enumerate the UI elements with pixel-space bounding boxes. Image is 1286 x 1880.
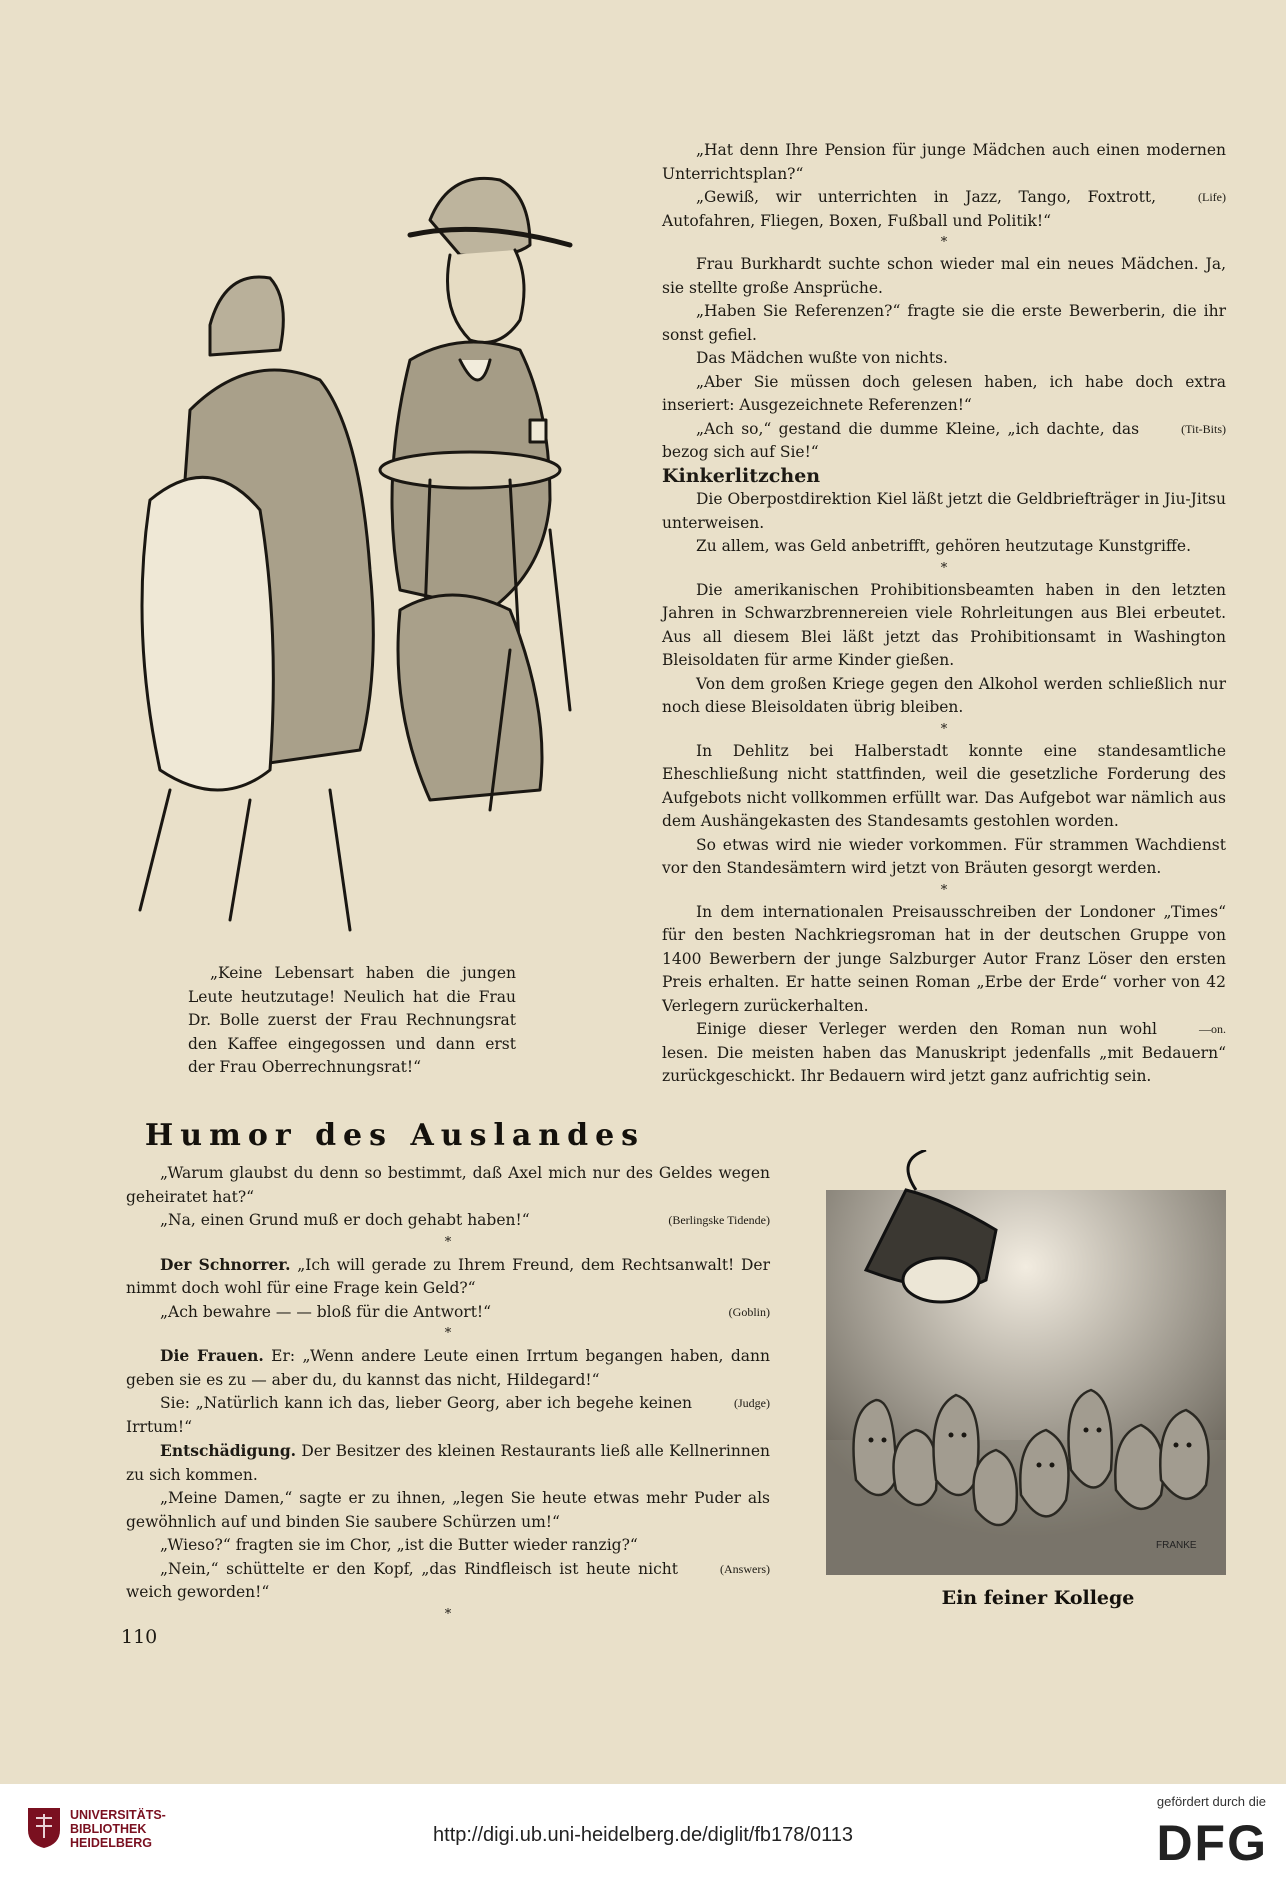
source-label: (Judge) <box>734 1396 770 1410</box>
source-label: (Berlingske Tidende) <box>668 1213 770 1227</box>
source-label: (Life) <box>1198 190 1226 204</box>
page-number: 110 <box>121 1626 158 1648</box>
joke3-line: (Judge) Sie: „Natürlich kann ich das, lieber Georg, aber ich begehe keinen Irrtum!“ <box>126 1394 770 1436</box>
footer-bar <box>0 1784 1286 1880</box>
dialogue2-line: Das Mädchen wußte von nichts. <box>696 349 948 367</box>
dialogue1-line: (Life) „Gewiß, wir unterrichten in Jazz, Tango, Foxtrott, Autofahren, Fliegen, Boxen, Fußball und Politik!“ <box>662 188 1226 230</box>
joke1-line: „Warum glaubst du denn so bestimmt, daß Axel mich nur des Geldes wegen geheiratet hat?“ <box>126 1164 770 1206</box>
separator: * <box>940 560 948 576</box>
illustration-caption: „Keine Lebensart haben die jungen Leute heutzutage! Neulich hat die Frau Dr. Bolle zuerst der Frau Rechnungsrat den Kaffee eingegossen und dann erst der Frau Oberrechnungsrat!“ <box>188 964 516 1076</box>
dialogue2-line: „Haben Sie Referenzen?“ fragte sie die erste Bewerberin, die ihr sonst gefiel. <box>662 302 1226 344</box>
kink2-line: Die amerikanischen Prohibitionsbeamten haben in den letzten Jahren in Schwarzbrennereien viele Rohrleitungen aus Blei erbeutet. Aus all diesem Blei läßt jetzt das Prohibitionsamt in Washington Bleisoldaten für arme Kinder gießen. <box>662 580 1226 669</box>
illustration-signature: FRANKE <box>1156 1540 1197 1551</box>
separator: * <box>444 1606 452 1622</box>
kink3-line: In Dehlitz bei Halberstadt konnte eine standesamtliche Eheschließung nicht stattfinden, weil die gesetzliche Forderung des Aufgebots nicht vollkommen erfüllt war. Das Aufgebot war nämlich aus dem Aushängekasten des Standesamts gestohlen worden. <box>662 741 1226 830</box>
cafe-women-illustration <box>130 150 650 950</box>
permalink-url[interactable]: http://digi.ub.uni-heidelberg.de/diglit/fb178/0113 <box>433 1824 853 1846</box>
right-column <box>662 139 1226 1089</box>
kink4-line: —on. Einige dieser Verleger werden den Roman nun wohl lesen. Die meisten haben das Manuskript jedenfalls „mit Bedauern“ zurückgeschickt. Ihr Bedauern wird jetzt ganz aufrichtig sein. <box>662 1020 1226 1085</box>
joke2-line: (Goblin) „Ach bewahre — — bloß für die Antwort!“ <box>126 1301 770 1325</box>
separator: * <box>940 721 948 737</box>
separator: * <box>444 1326 452 1341</box>
illustration-caption-2: Ein feiner Kollege <box>941 1587 1135 1609</box>
separator: * <box>940 235 948 250</box>
section-title: Kinkerlitzchen <box>662 464 821 487</box>
dialogue2-line: (Tit-Bits) „Ach so,“ gestand die dumme Kleine, „ich dachte, das bezog sich auf Sie!“ <box>662 419 1226 461</box>
kink1-line: Zu allem, was Geld anbetrifft, gehören heutzutage Kunstgriffe. <box>696 537 1192 555</box>
joke2-line: Der Schnorrer. „Ich will gerade zu Ihrem Freund, dem Rechtsanwalt! Der nimmt doch wohl für eine Frage kein Geld?“ <box>126 1254 770 1297</box>
joke4-line: Entschädigung. Der Besitzer des kleinen Restaurants ließ alle Kellnerinnen zu sich kommen. <box>126 1441 770 1484</box>
humor-column <box>126 1162 770 1625</box>
separator: * <box>444 1234 452 1250</box>
dialogue2-line: „Aber Sie müssen doch gelesen haben, ich habe doch extra inseriert: Ausgezeichnete Referenzen!“ <box>662 372 1226 414</box>
library-name: UNIVERSITÄTS- BIBLIOTHEK HEIDELBERG <box>70 1808 166 1850</box>
lamp-pears-illustration <box>826 1150 1226 1575</box>
kink3-line: So etwas wird nie wieder vorkommen. Für strammen Wachdienst vor den Standesämtern wird jetzt von Bräuten gesorgt werden. <box>662 835 1226 877</box>
separator: * <box>940 882 948 898</box>
source-label: (Goblin) <box>728 1304 770 1319</box>
dialogue2-line: Frau Burkhardt suchte schon wieder mal ein neues Mädchen. Ja, sie stellte große Ansprüche. <box>662 255 1226 297</box>
dialogue1-line: „Hat denn Ihre Pension für junge Mädchen auch einen modernen Unterrichtsplan?“ <box>662 141 1226 183</box>
source-label: (Answers) <box>720 1561 770 1576</box>
joke3-line: Die Frauen. Er: „Wenn andere Leute einen Irrtum begangen haben, dann geben sie es zu — aber du, du kannst das nicht, Hildegard!“ <box>126 1346 770 1389</box>
joke4-line: „Meine Damen,“ sagte er zu ihnen, „legen Sie heute etwas mehr Puder als gewöhnlich auf und binden Sie saubere Schürzen um!“ <box>126 1489 770 1531</box>
source-label: (Tit-Bits) <box>1181 421 1226 436</box>
joke4-line: „Wieso?“ fragten sie im Chor, „ist die Butter wieder ranzig?“ <box>160 1536 638 1554</box>
joke4-line: (Answers) „Nein,“ schüttelte er den Kopf, „das Rindfleisch ist heute nicht weich geworden!“ <box>126 1559 770 1601</box>
kink2-line: Von dem großen Kriege gegen den Alkohol werden schließlich nur noch diese Bleisoldaten übrig bleiben. <box>662 674 1226 716</box>
signature: —on. <box>1199 1022 1226 1036</box>
joke1-line: (Berlingske Tidende) „Na, einen Grund muß er doch gehabt haben!“ <box>126 1209 770 1233</box>
kink1-line: Die Oberpostdirektion Kiel läßt jetzt die Geldbriefträger in Jiu-Jitsu unterweisen. <box>662 490 1226 532</box>
dfg-logo: DFG <box>1156 1815 1268 1871</box>
kink4-line: In dem internationalen Preisausschreiben der Londoner „Times“ für den besten Nachkriegsroman hat in der deutschen Gruppe von 1400 Bewerbern der junge Salzburger Autor Franz Löser den ersten Preis erhalten. Er hatte seinen Roman „Erbe der Erde“ vorher von 42 Verlegern zurückerhalten. <box>662 902 1226 1015</box>
humor-section-title: Humor des Auslandes <box>144 1118 646 1153</box>
funding-text: gefördert durch die <box>1156 1794 1266 1809</box>
